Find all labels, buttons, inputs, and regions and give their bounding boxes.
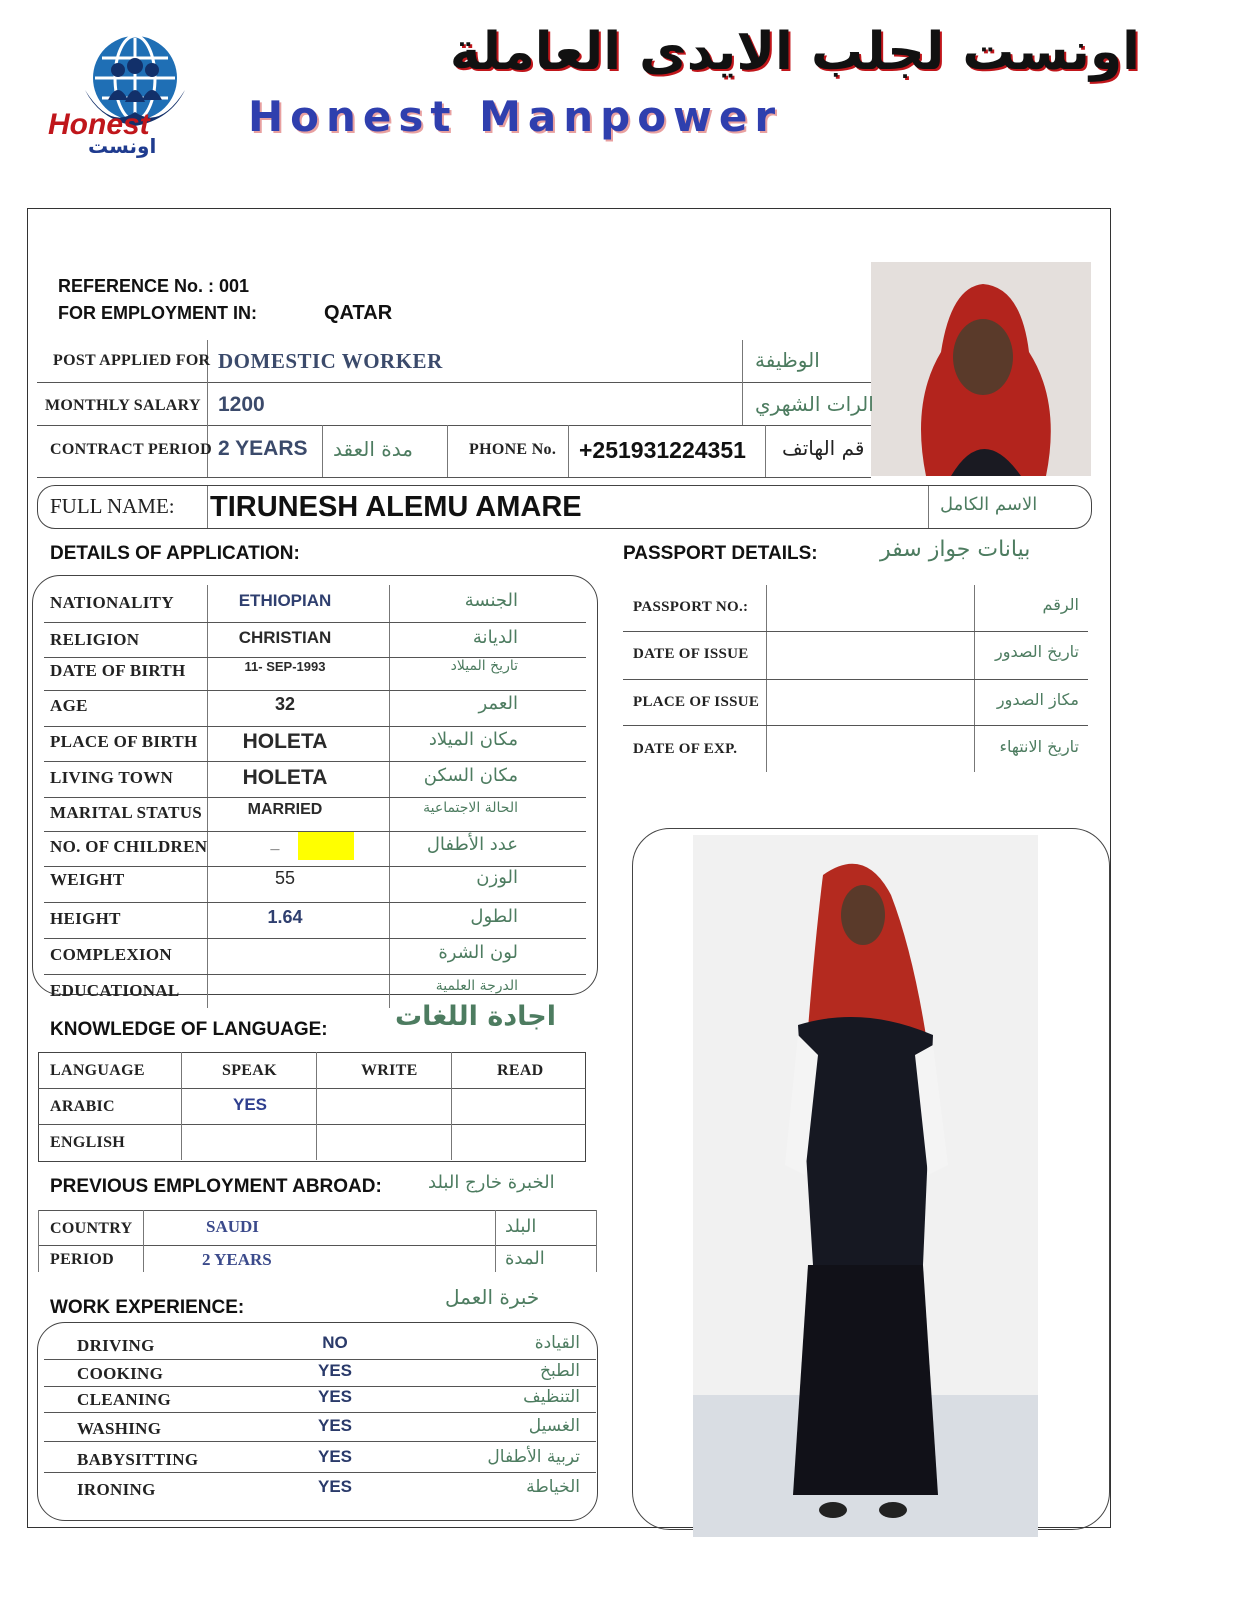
details-label: MARITAL STATUS	[50, 803, 203, 822]
details-label: NATIONALITY	[50, 593, 174, 612]
language-heading: KNOWLEDGE OF LANGUAGE:	[50, 1019, 328, 1040]
lang-col-write: WRITE	[361, 1062, 418, 1079]
details-arabic: الديانة	[472, 627, 518, 648]
details-label: NO. OF CHILDREN	[50, 837, 208, 856]
prev-country-value: SAUDI	[206, 1217, 259, 1236]
full-name-arabic: الاسم الكامل	[940, 494, 1038, 515]
previous-heading: PREVIOUS EMPLOYMENT ABROAD:	[50, 1176, 382, 1197]
work-value: YES	[317, 1361, 353, 1380]
lang-row-arabic: ARABIC	[50, 1098, 115, 1115]
details-label: WEIGHT	[50, 870, 125, 889]
details-arabic: مكان السكن	[423, 765, 518, 786]
work-heading-arabic: خبرة العمل	[445, 1285, 540, 1309]
details-arabic: الدرجة العلمية	[435, 978, 518, 994]
phone-arabic: قم الهاتف	[782, 436, 865, 460]
prev-country-arabic: البلد	[505, 1216, 537, 1237]
work-arabic: الخياطة	[526, 1477, 580, 1497]
details-value: 11- SEP-1993	[244, 659, 326, 674]
prev-period-value: 2 YEARS	[202, 1250, 272, 1269]
work-label: DRIVING	[77, 1336, 155, 1355]
details-label: PLACE OF BIRTH	[50, 732, 198, 751]
work-heading: WORK EXPERIENCE:	[50, 1297, 245, 1318]
details-value: HOLETA	[242, 766, 328, 789]
details-label: DATE OF BIRTH	[50, 661, 186, 680]
work-value: NO	[322, 1333, 348, 1352]
passport-label: PLACE OF ISSUE	[633, 694, 760, 710]
arabic-title: اونست لجلب الايدى العاملة	[449, 22, 1140, 82]
lang-col-language: LANGUAGE	[50, 1062, 145, 1079]
post-arabic: الوظيفة	[755, 348, 820, 372]
lang-col-read: READ	[497, 1062, 544, 1079]
phone-label: PHONE No.	[469, 441, 557, 458]
salary-label: MONTHLY SALARY	[45, 397, 201, 414]
passport-label: DATE OF EXP.	[633, 741, 738, 757]
passport-arabic: تاريخ الصدور	[995, 642, 1079, 661]
work-value: YES	[317, 1477, 353, 1496]
logo	[40, 30, 215, 158]
details-arabic: الحالة الاجتماعية	[423, 800, 518, 816]
details-label: HEIGHT	[50, 909, 121, 928]
phone-value: +251931224351	[579, 437, 746, 463]
reference-number: REFERENCE No. : 001	[58, 276, 250, 296]
details-value: CHRISTIAN	[238, 628, 332, 647]
employment-label: FOR EMPLOYMENT IN:	[58, 303, 257, 323]
details-label: COMPLEXION	[50, 945, 172, 964]
details-value: ETHIOPIAN	[238, 591, 332, 610]
language-heading-arabic: اجادة اللغات	[395, 1001, 556, 1032]
work-arabic: التنظيف	[523, 1387, 580, 1407]
portrait-photo	[871, 262, 1091, 476]
salary-value: 1200	[218, 393, 265, 416]
details-arabic: العمر	[478, 693, 518, 714]
full-name-label: FULL NAME:	[50, 494, 175, 518]
previous-heading-arabic: الخبرة خارج البلد	[428, 1172, 555, 1193]
details-value: 1.64	[267, 907, 303, 927]
english-title: Honest Manpower	[248, 92, 783, 141]
details-label: LIVING TOWN	[50, 768, 174, 787]
portrait-figure	[871, 262, 1091, 476]
details-arabic: الوزن	[476, 867, 518, 888]
contract-label: CONTRACT PERIOD	[50, 441, 212, 458]
full-body-photo	[693, 835, 1038, 1537]
work-label: WASHING	[77, 1419, 162, 1438]
passport-arabic: مكاز الصدور	[996, 690, 1079, 709]
passport-label: PASSPORT NO.:	[633, 599, 749, 615]
work-value: YES	[317, 1447, 353, 1466]
prev-period-arabic: المدة	[505, 1248, 545, 1269]
passport-heading: PASSPORT DETAILS:	[623, 543, 818, 564]
post-label: POST APPLIED FOR	[53, 352, 211, 369]
work-arabic: الغسيل	[528, 1416, 580, 1436]
logo-arabic-text: اونست	[88, 134, 157, 158]
details-value: HOLETA	[242, 730, 328, 753]
details-value: 55	[274, 868, 296, 888]
details-label: AGE	[50, 696, 88, 715]
passport-arabic: الرقم	[1042, 595, 1079, 614]
passport-arabic: تاريخ الانتهاء	[999, 737, 1079, 756]
details-arabic: لون الشرة	[438, 942, 518, 963]
employment-country: QATAR	[324, 302, 393, 324]
details-arabic: عدد الأطفال	[426, 834, 518, 855]
details-label: EDUCATIONAL	[50, 981, 180, 1000]
work-arabic: الطبخ	[540, 1361, 580, 1381]
prev-period-label: PERIOD	[50, 1251, 115, 1268]
details-heading: DETAILS OF APPLICATION:	[50, 543, 300, 564]
passport-label: DATE OF ISSUE	[633, 646, 749, 662]
full-body-figure	[693, 835, 1038, 1537]
contract-arabic: مدة العقد	[333, 437, 413, 461]
logo-text: Honest	[48, 108, 150, 141]
work-arabic: تربية الأطفال	[487, 1447, 580, 1467]
details-arabic: الطول	[470, 906, 518, 927]
work-arabic: القيادة	[534, 1333, 580, 1353]
details-value: MARRIED	[247, 801, 323, 818]
details-arabic: الجنسة	[464, 590, 518, 611]
lang-row-english: ENGLISH	[50, 1134, 126, 1151]
post-value: DOMESTIC WORKER	[218, 349, 443, 373]
work-label: CLEANING	[77, 1390, 172, 1409]
details-label: RELIGION	[50, 630, 140, 649]
contract-value: 2 YEARS	[218, 437, 308, 460]
children-highlight	[298, 832, 354, 860]
details-value: _	[270, 835, 280, 852]
prev-country-label: COUNTRY	[50, 1220, 133, 1237]
full-name-value: TIRUNESH ALEMU AMARE	[210, 491, 582, 523]
lang-arabic-speak: YES	[233, 1095, 268, 1114]
lang-col-speak: SPEAK	[222, 1062, 277, 1079]
details-arabic: تاريخ الميلاد	[450, 658, 518, 674]
passport-heading-arabic: بيانات جواز سفر	[880, 537, 1031, 562]
work-label: BABYSITTING	[77, 1450, 199, 1469]
details-value: 32	[274, 694, 296, 714]
work-label: IRONING	[77, 1480, 156, 1499]
work-label: COOKING	[77, 1364, 164, 1383]
salary-arabic: الرات الشهري	[755, 392, 874, 416]
details-arabic: مكان الميلاد	[428, 729, 518, 750]
work-value: YES	[317, 1416, 353, 1435]
work-value: YES	[317, 1387, 353, 1406]
